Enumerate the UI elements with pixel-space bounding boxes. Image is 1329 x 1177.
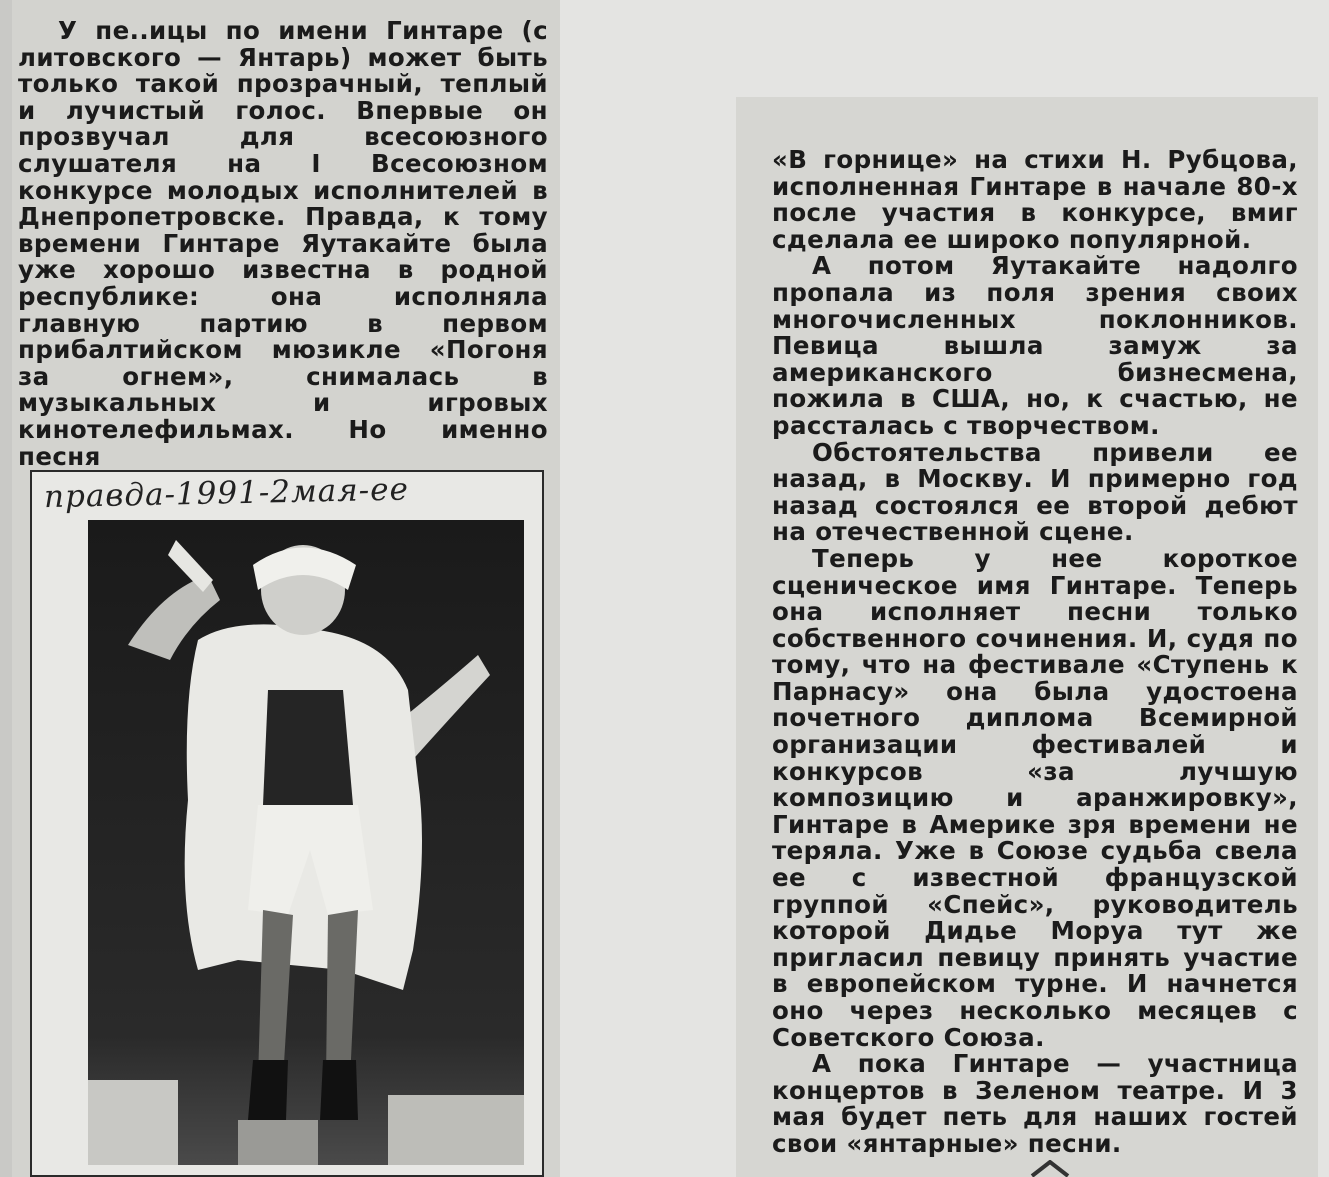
photo-frame bbox=[30, 470, 544, 1177]
clipping-left bbox=[12, 0, 560, 1177]
handwritten-date-note: правда-1991-2мая-ее bbox=[43, 471, 410, 516]
article-column-2 bbox=[772, 147, 1298, 1158]
singer-photo bbox=[88, 520, 524, 1165]
article-paragraph: Обстоятельства привели ее назад, в Москву. И примерно год назад состоялся ее второй дебют на отечественной сцене. bbox=[772, 437, 1298, 547]
article-paragraph: А потом Яутакайте надолго пропала из поля зрения своих многочисленных поклонников. Певица вышла замуж за американского бизнесмена, пожила в США, но, к счастью, не рассталась с творчеством. bbox=[772, 251, 1298, 440]
ornament-mark bbox=[1030, 1160, 1070, 1177]
article-paragraph: А пока Гинтаре — участница концертов в Зеленом театре. И 3 мая будет петь для наших гостей свои «янтарные» песни. bbox=[772, 1049, 1298, 1158]
article-column-1 bbox=[18, 18, 548, 470]
article-paragraph: У пе..ицы по имени Гинтаре (с литовского — Янтарь) может быть только такой прозрачный, теплый и лучистый голос. Впервые он прозвучал для всесоюзного слушателя на I Всесоюзном конкурсе молодых исполнителей в Днепропетровске. Правда, к тому времени Гинтаре Яутакайте была уже хорошо известна в родной республике: она исполняла главную партию в первом прибалтийском мюзикле «Погоня за огнем», снималась в музыкальных и игровых кинотелефильмах. Но именно песня bbox=[18, 16, 548, 471]
article-paragraph: «В горнице» на стихи Н. Рубцова, исполненная Гинтаре в начале 80-х после участия в конкурсе, вмиг сделала ее широко популярной. bbox=[772, 145, 1298, 254]
scan-margin bbox=[0, 0, 12, 1177]
article-paragraph: Теперь у нее короткое сценическое имя Гинтаре. Теперь она исполняет песни только собственного сочинения. И, судя по тому, что на фестивале «Ступень к Парнасу» она была удостоена почетного диплома Всемирной организации фестивалей и конкурсов «за лучшую композицию и аранжировку», Гинтаре в Америке зря времени не теряла. Уже в Союзе судьба свела ее с известной французской группой «Спейс», руководитель которой Дидье Моруа тут же пригласил певицу принять участие в европейском турне. И начнется оно через несколько месяцев с Советского Союза. bbox=[772, 543, 1298, 1052]
clipping-right bbox=[736, 97, 1318, 1177]
